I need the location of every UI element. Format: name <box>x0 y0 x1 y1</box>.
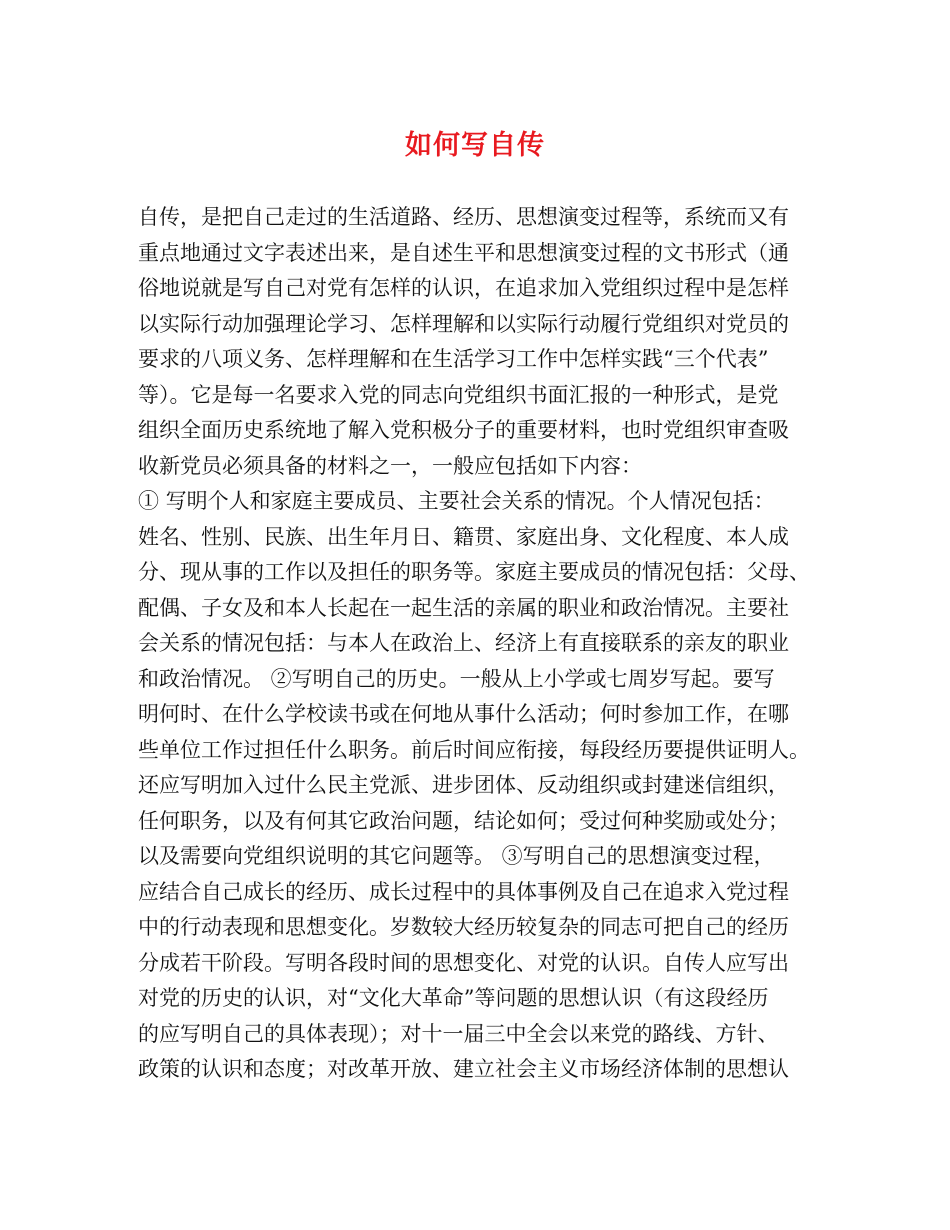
body-text <box>138 200 828 1088</box>
text-line: 对党的历史的认识，对“文化大革命”等问题的思想认识（有这段经历 <box>138 986 769 1010</box>
text-line: 组织全面历史系统地了解入党积极分子的重要材料，也时党组织审查吸 <box>138 418 789 442</box>
text-line: 等）。它是每一名要求入党的同志向党组织书面汇报的一种形式，是党 <box>138 382 779 407</box>
text-line: 以及需要向党组织说明的其它问题等。 ③写明自己的思想演变过程， <box>138 844 775 868</box>
text-line: 会关系的情况包括：与本人在政治上、经济上有直接联系的亲友的职业 <box>138 631 789 655</box>
text-line: 重点地通过文字表述出来，是自述生平和思想演变过程的文书形式（通 <box>138 240 789 265</box>
text-line: 些单位工作过担任什么职务。前后时间应衔接，每段经历要提供证明人。 <box>138 737 810 762</box>
text-line: 分、现从事的工作以及担任的职务等。家庭主要成员的情况包括：父母、 <box>138 560 810 584</box>
text-line: 政策的认识和态度；对改革开放、建立社会主义市场经济体制的思想认 <box>138 1057 789 1081</box>
text-line: 分成若干阶段。写明各段时间的思想变化、对党的认识。自传人应写出 <box>138 950 789 975</box>
text-line: 和政治情况。 ②写明自己的历史。一般从上小学或七周岁写起。要写 <box>138 666 775 691</box>
text-line: 以实际行动加强理论学习、怎样理解和以实际行动履行党组织对党员的 <box>138 311 789 336</box>
text-line: 的应写明自己的具体表现）；对十一届三中全会以来党的路线、方针、 <box>138 1021 779 1046</box>
text-line: 自传，是把自己走过的生活道路、经历、思想演变过程等，系统而又有 <box>138 205 789 229</box>
text-line: 配偶、子女及和本人长起在一起生活的亲属的职业和政治情况。主要社 <box>138 595 789 620</box>
text-line: 要求的八项义务、怎样理解和在生活学习工作中怎样实践“三个代表” <box>138 347 769 371</box>
text-line: 明何时、在什么学校读书或在何地从事什么活动；何时参加工作，在哪 <box>138 702 789 726</box>
text-line: ① 写明个人和家庭主要成员、主要社会关系的情况。个人情况包括： <box>138 489 775 513</box>
page-title: 如何写自传 <box>405 130 545 161</box>
text-line: 俗地说就是写自己对党有怎样的认识，在追求加入党组织过程中是怎样 <box>138 276 789 300</box>
text-line: 中的行动表现和思想变化。岁数较大经历较复杂的同志可把自己的经历 <box>138 915 789 939</box>
text-line: 任何职务，以及有何其它政治问题，结论如何；受过何种奖励或处分； <box>138 808 789 833</box>
text-line: 应结合自己成长的经历、成长过程中的具体事例及自己在追求入党过程 <box>138 879 789 904</box>
text-line: 姓名、性别、民族、出生年月日、籍贯、家庭出身、文化程度、本人成 <box>138 524 789 549</box>
text-line: 还应写明加入过什么民主党派、进步团体、反动组织或封建迷信组织， <box>138 773 789 797</box>
text-line: 收新党员必须具备的材料之一，一般应包括如下内容： <box>138 453 642 478</box>
